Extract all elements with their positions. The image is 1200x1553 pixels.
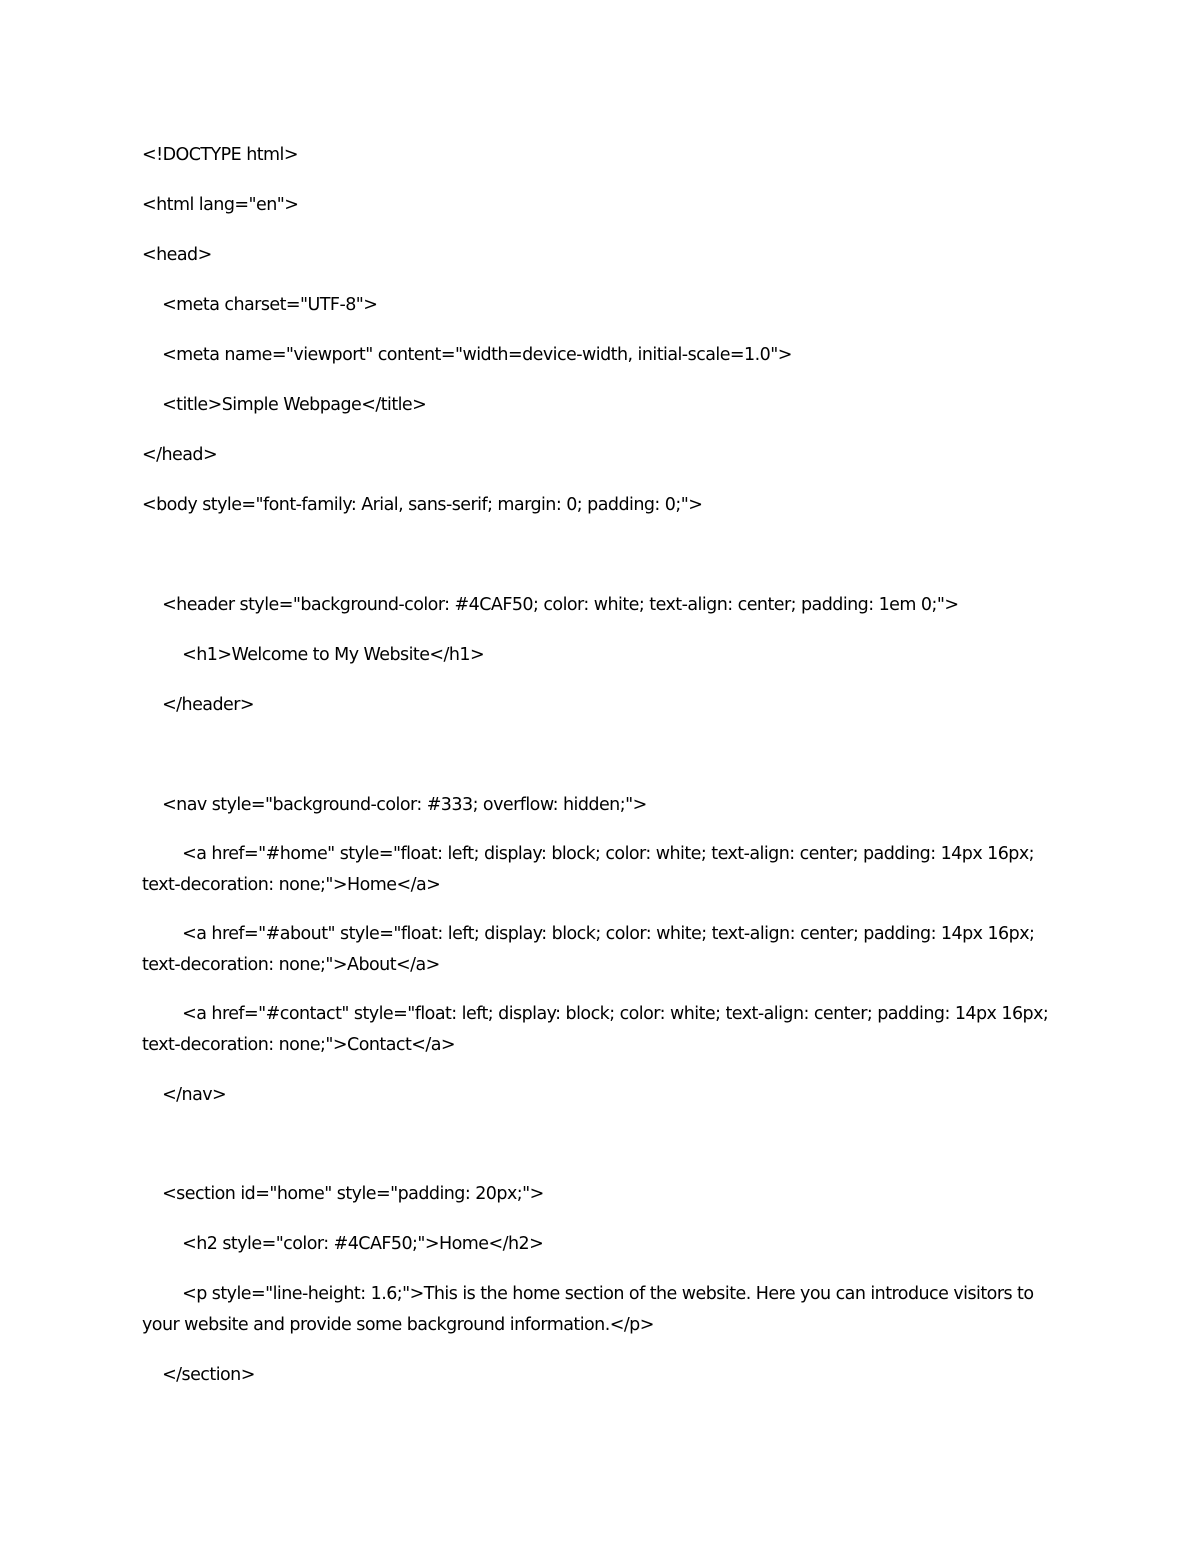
code-line: </header> (142, 695, 254, 715)
code-line: </section> (142, 1365, 255, 1385)
code-line: </head> (142, 445, 218, 465)
code-line: <title>Simple Webpage</title> (142, 395, 427, 415)
code-line: <html lang="en"> (142, 195, 299, 215)
code-line: <meta charset="UTF-8"> (142, 295, 378, 315)
code-line: </nav> (142, 1085, 227, 1105)
code-line: <body style="font-family: Arial, sans-serif; margin: 0; padding: 0;"> (142, 495, 703, 515)
code-line: <a href="#home" style="float: left; display: block; color: white; text-align: center; padding: 14px 16px; text-decoration: none;">Home</a> (142, 844, 1040, 895)
code-line: <a href="#contact" style="float: left; display: block; color: white; text-align: center; padding: 14px 16px; text-decoration: none;">Contact</a> (142, 1004, 1054, 1055)
code-line: <h1>Welcome to My Website</h1> (142, 645, 485, 665)
code-line: <!DOCTYPE html> (142, 145, 298, 165)
code-line: <meta name="viewport" content="width=device-width, initial-scale=1.0"> (142, 345, 792, 365)
code-line: <a href="#about" style="float: left; display: block; color: white; text-align: center; padding: 14px 16px; text-decoration: none;">About</a> (142, 924, 1040, 975)
code-line: <head> (142, 245, 212, 265)
code-line: <p style="line-height: 1.6;">This is the home section of the website. Here you can introduce visitors to your website and provide some background information.</p> (142, 1284, 1039, 1335)
code-line: <section id="home" style="padding: 20px;"> (142, 1184, 544, 1204)
code-line: <h2 style="color: #4CAF50;">Home</h2> (142, 1234, 544, 1254)
code-line: <header style="background-color: #4CAF50; color: white; text-align: center; padding: 1em 0;"> (142, 595, 959, 615)
code-line: <nav style="background-color: #333; overflow: hidden;"> (142, 795, 647, 815)
